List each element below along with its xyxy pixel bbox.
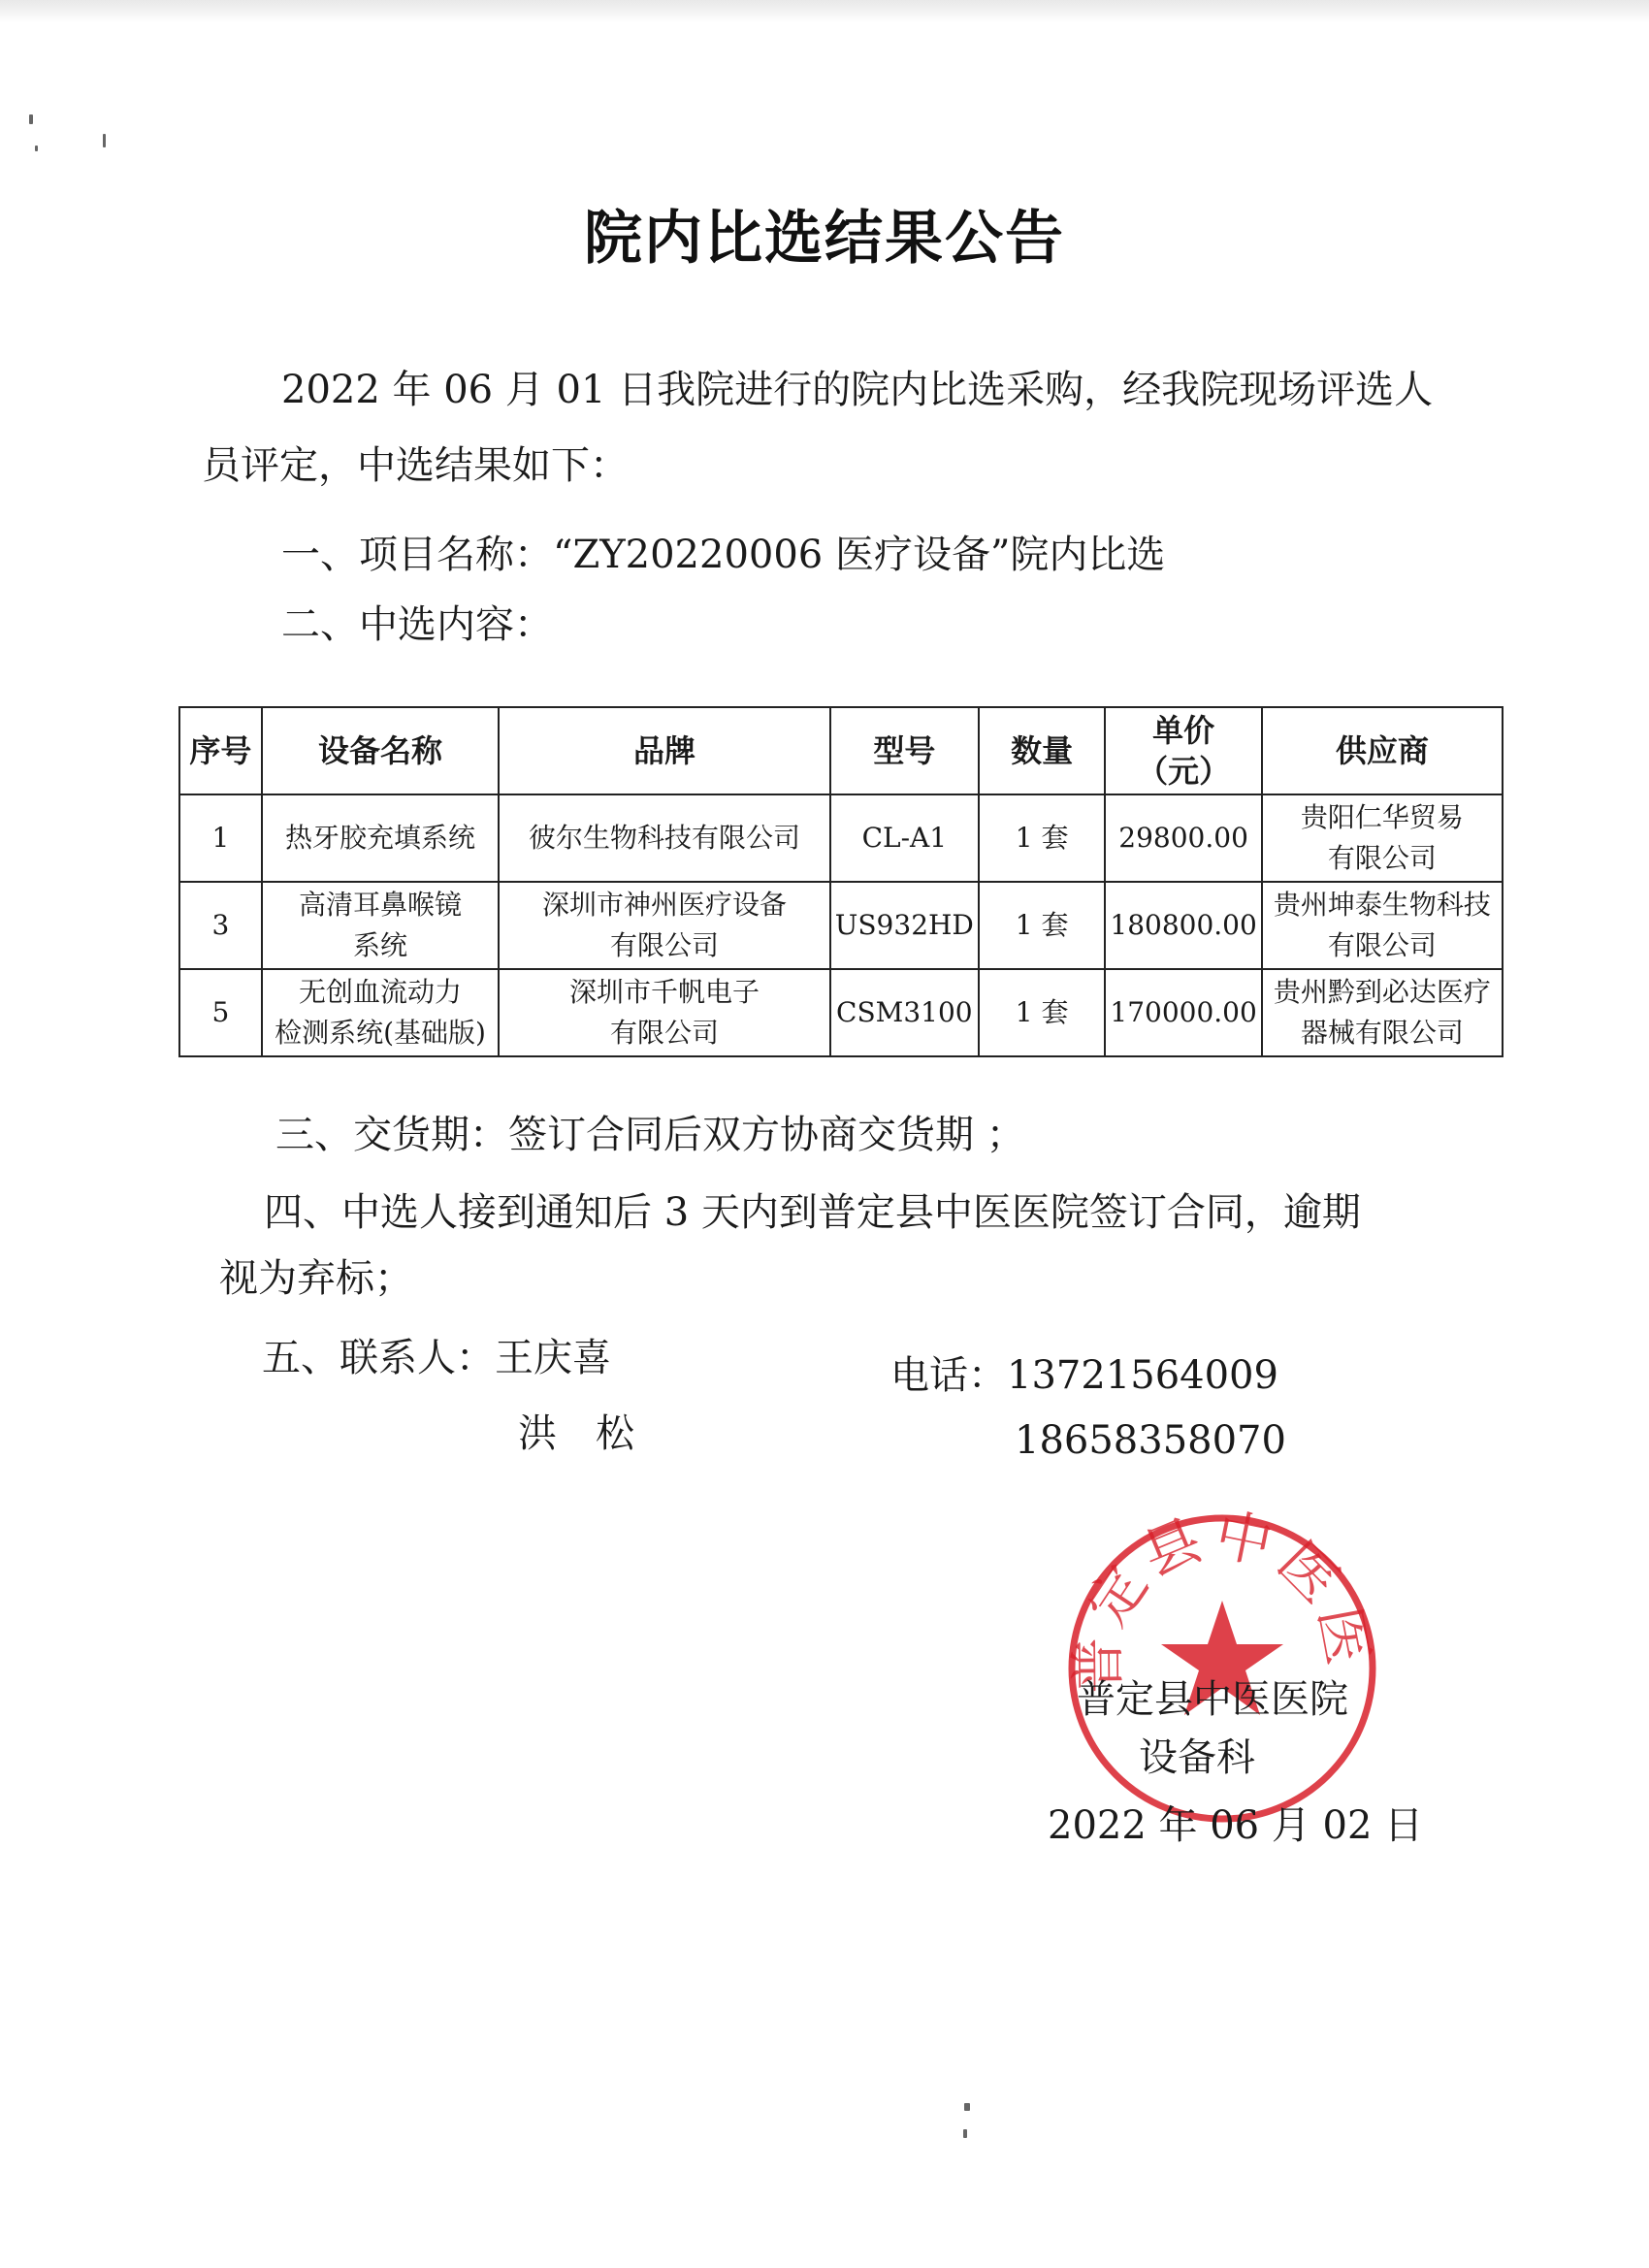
cell-name-line1: 热牙胶充填系统 bbox=[285, 822, 476, 854]
header-no: 序号 bbox=[179, 707, 262, 794]
intro-line-2: 员评定，中选结果如下： bbox=[202, 443, 629, 488]
header-supplier: 供应商 bbox=[1262, 707, 1503, 794]
cell-supplier bbox=[1262, 969, 1503, 1056]
header-brand: 品牌 bbox=[499, 707, 830, 794]
signature-dept: 设备科 bbox=[1139, 1735, 1255, 1780]
scan-speck bbox=[35, 146, 38, 151]
table-row bbox=[179, 794, 1503, 882]
phone-line: 电话：13721564009 bbox=[890, 1353, 1278, 1398]
cell-no: 1 bbox=[179, 794, 262, 882]
cell-price: 29800.00 bbox=[1105, 794, 1261, 882]
cell-name-line1: 无创血流动力 bbox=[299, 976, 463, 1008]
cell-model: US932HD bbox=[830, 882, 979, 969]
intro-line-1: 2022 年 06 月 01 日我院进行的院内比选采购，经我院现场评选人 bbox=[281, 368, 1434, 412]
scan-speck bbox=[29, 114, 33, 124]
cell-no: 3 bbox=[179, 882, 262, 969]
phone-second: 18658358070 bbox=[1015, 1418, 1286, 1463]
cell-model: CL-A1 bbox=[830, 794, 979, 882]
cell-qty: 1 套 bbox=[979, 882, 1106, 969]
cell-supplier-line1: 贵州坤泰生物科技 bbox=[1273, 889, 1491, 921]
header-name: 设备名称 bbox=[262, 707, 499, 794]
cell-name bbox=[262, 794, 499, 882]
cell-brand-line1: 彼尔生物科技有限公司 bbox=[529, 822, 801, 854]
result-table bbox=[178, 706, 1504, 1057]
header-price-line1: 单价 bbox=[1152, 712, 1215, 749]
cell-qty: 1 套 bbox=[979, 969, 1106, 1056]
seal-text: 普定县中医医 bbox=[1066, 1508, 1381, 1695]
notice-line-1: 四、中选人接到通知后 3 天内到普定县中医医院签订合同，逾期 bbox=[264, 1190, 1361, 1235]
cell-supplier-line1: 贵州黔到必达医疗 bbox=[1273, 976, 1491, 1008]
table-row bbox=[179, 969, 1503, 1056]
cell-brand-line1: 深圳市神州医疗设备 bbox=[542, 889, 788, 921]
cell-name-line2: 系统 bbox=[353, 929, 408, 961]
cell-supplier-line2: 器械有限公司 bbox=[1300, 1017, 1464, 1049]
project-name-line: 一、项目名称：“ZY20220006 医疗设备”院内比选 bbox=[281, 533, 1166, 577]
scan-speck bbox=[964, 2103, 970, 2111]
cell-supplier bbox=[1262, 882, 1503, 969]
cell-supplier-line1: 贵阳仁华贸易 bbox=[1300, 801, 1464, 833]
delivery-line: 三、交货期：签订合同后双方协商交货期 ； bbox=[275, 1113, 1025, 1157]
cell-brand bbox=[499, 969, 830, 1056]
cell-name-line2: 检测系统(基础版) bbox=[275, 1017, 486, 1049]
cell-name bbox=[262, 882, 499, 969]
header-model: 型号 bbox=[830, 707, 979, 794]
cell-brand bbox=[499, 882, 830, 969]
cell-brand-line2: 有限公司 bbox=[610, 929, 720, 961]
page-title: 院内比选结果公告 bbox=[584, 205, 1065, 273]
cell-supplier-line2: 有限公司 bbox=[1327, 842, 1437, 874]
content-label-line: 二、中选内容： bbox=[281, 602, 553, 647]
header-price-line2: （元） bbox=[1137, 753, 1231, 790]
header-qty: 数量 bbox=[979, 707, 1106, 794]
cell-brand bbox=[499, 794, 830, 882]
notice-line-2: 视为弃标； bbox=[219, 1256, 413, 1301]
table-row bbox=[179, 882, 1503, 969]
scan-speck bbox=[103, 134, 106, 147]
signature-date: 2022 年 06 月 02 日 bbox=[1048, 1803, 1424, 1848]
contact-second: 洪 松 bbox=[518, 1411, 634, 1456]
cell-qty: 1 套 bbox=[979, 794, 1106, 882]
contact-line: 五、联系人：王庆喜 bbox=[262, 1336, 611, 1380]
cell-brand-line2: 有限公司 bbox=[610, 1017, 720, 1049]
cell-price: 180800.00 bbox=[1105, 882, 1261, 969]
signature-org: 普定县中医医院 bbox=[1077, 1677, 1348, 1722]
scan-top-edge bbox=[0, 0, 1649, 23]
cell-supplier-line2: 有限公司 bbox=[1327, 929, 1437, 961]
cell-no: 5 bbox=[179, 969, 262, 1056]
table-header-row bbox=[179, 707, 1503, 794]
cell-name bbox=[262, 969, 499, 1056]
header-price bbox=[1105, 707, 1261, 794]
cell-price: 170000.00 bbox=[1105, 969, 1261, 1056]
cell-brand-line1: 深圳市千帆电子 bbox=[569, 976, 760, 1008]
cell-supplier bbox=[1262, 794, 1503, 882]
cell-model: CSM3100 bbox=[830, 969, 979, 1056]
scan-speck bbox=[963, 2129, 967, 2138]
cell-name-line1: 高清耳鼻喉镜 bbox=[299, 889, 463, 921]
